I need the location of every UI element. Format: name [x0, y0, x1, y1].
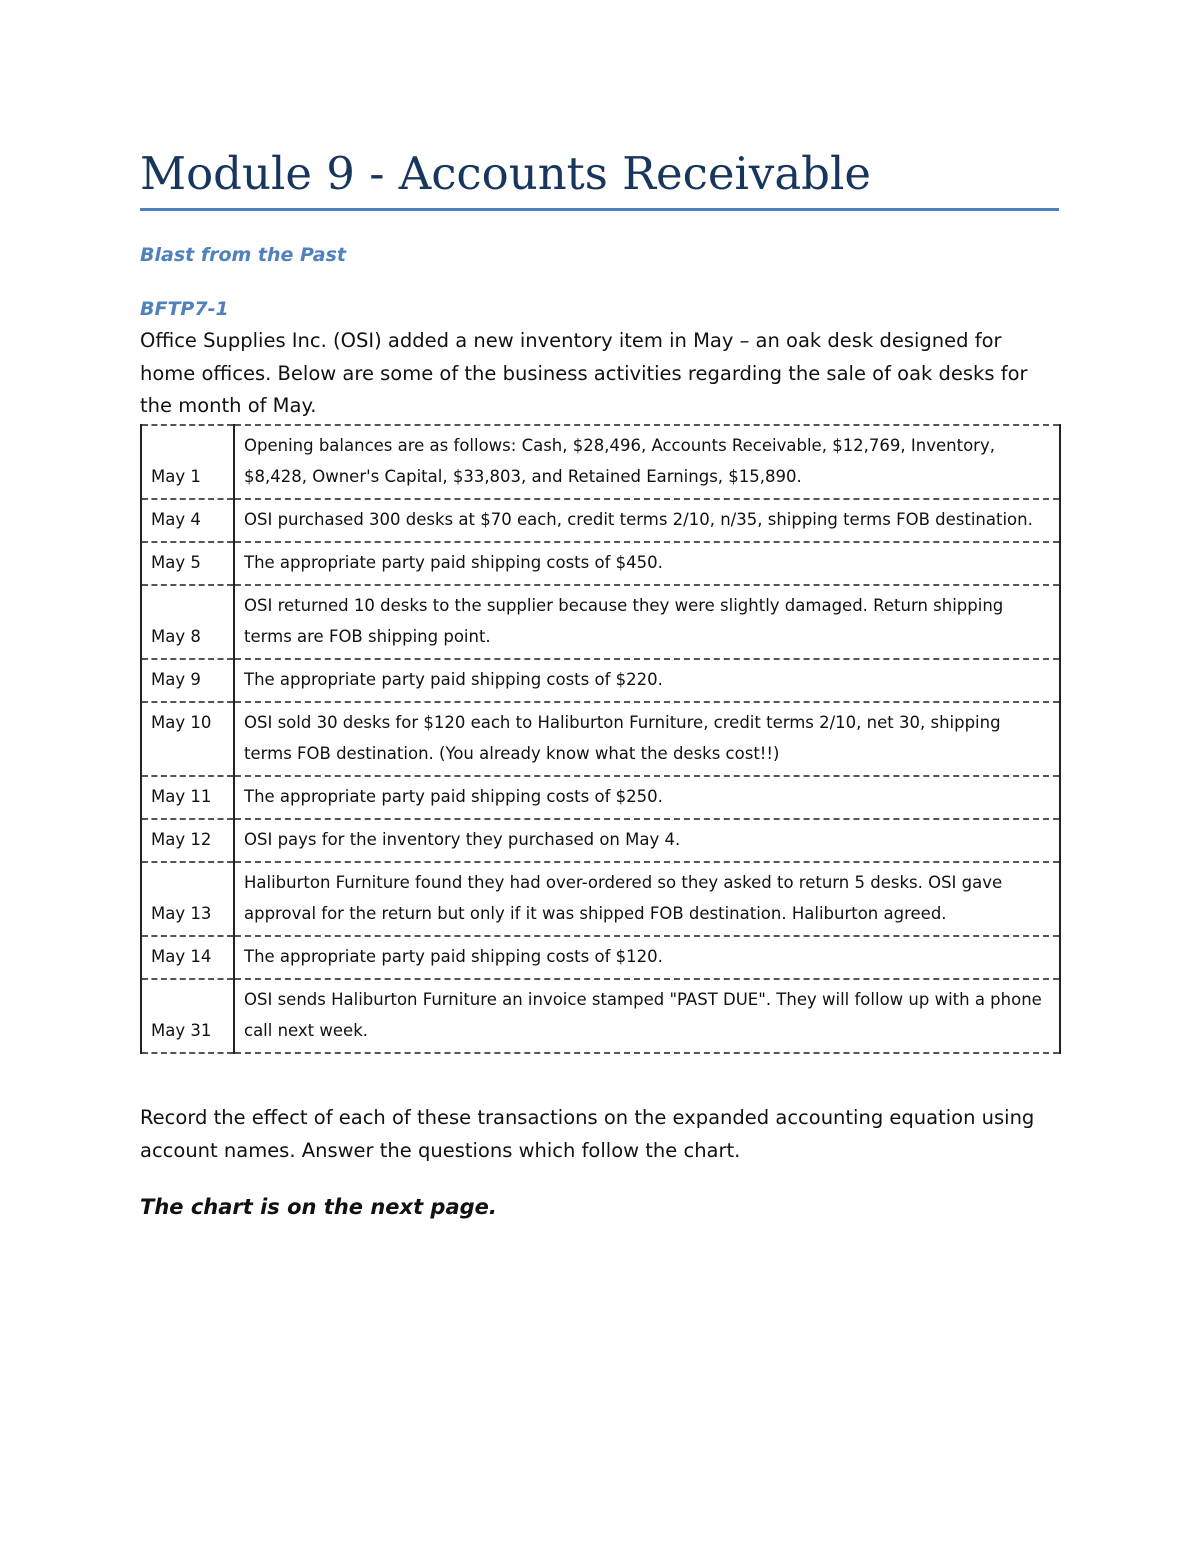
activity-date: May 14: [141, 936, 234, 979]
intro-paragraph: Office Supplies Inc. (OSI) added a new inventory item in May – an oak desk designed for home offices. Below are some of the business activities regarding the sale of oak desks for the month of May.: [140, 329, 1028, 418]
title-underline: [140, 208, 1059, 211]
problem-id: BFTP7-1: [140, 298, 229, 320]
table-row: [141, 776, 1060, 819]
table-row: [141, 702, 1060, 776]
activity-date: May 12: [141, 819, 234, 862]
activities-table: [140, 424, 1061, 1054]
activity-date: May 8: [141, 585, 234, 659]
table-row: [141, 936, 1060, 979]
table-row: [141, 979, 1060, 1053]
activity-description: OSI pays for the inventory they purchased on May 4.: [234, 819, 1060, 862]
activity-description: The appropriate party paid shipping costs of $250.: [234, 776, 1060, 819]
activity-date: May 9: [141, 659, 234, 702]
activity-date: May 4: [141, 499, 234, 542]
instructions-paragraph: Record the effect of each of these transactions on the expanded accounting equation using account names. Answer the questions which follow the chart.: [140, 1106, 1035, 1162]
activity-description: OSI sold 30 desks for $120 each to Haliburton Furniture, credit terms 2/10, net 30, shipping terms FOB destination. (You already know what the desks cost!!): [234, 702, 1060, 776]
activity-description: Haliburton Furniture found they had over-ordered so they asked to return 5 desks. OSI gave approval for the return but only if it was shipped FOB destination. Haliburton agreed.: [234, 862, 1060, 936]
page-title: Module 9 - Accounts Receivable: [140, 147, 871, 200]
activity-date: May 5: [141, 542, 234, 585]
activity-description: OSI sends Haliburton Furniture an invoice stamped "PAST DUE". They will follow up with a phone call next week.: [234, 979, 1060, 1053]
activity-description: The appropriate party paid shipping costs of $220.: [234, 659, 1060, 702]
table-row: [141, 499, 1060, 542]
table-row: [141, 862, 1060, 936]
activity-description: The appropriate party paid shipping costs of $450.: [234, 542, 1060, 585]
activity-date: May 1: [141, 425, 234, 499]
activity-description: OSI returned 10 desks to the supplier because they were slightly damaged. Return shipping terms are FOB shipping point.: [234, 585, 1060, 659]
activity-description: OSI purchased 300 desks at $70 each, credit terms 2/10, n/35, shipping terms FOB destination.: [234, 499, 1060, 542]
table-row: [141, 585, 1060, 659]
closing-note: The chart is on the next page.: [140, 1195, 497, 1219]
table-row: [141, 659, 1060, 702]
activity-date: May 31: [141, 979, 234, 1053]
section-heading: Blast from the Past: [140, 244, 346, 266]
table-row: [141, 542, 1060, 585]
activity-description: The appropriate party paid shipping costs of $120.: [234, 936, 1060, 979]
activity-date: May 11: [141, 776, 234, 819]
activity-date: May 13: [141, 862, 234, 936]
table-row: [141, 819, 1060, 862]
activity-description: Opening balances are as follows: Cash, $28,496, Accounts Receivable, $12,769, Inventory, $8,428, Owner's Capital, $33,803, and Retained Earnings, $15,890.: [234, 425, 1060, 499]
table-row: [141, 425, 1060, 499]
activity-date: May 10: [141, 702, 234, 776]
